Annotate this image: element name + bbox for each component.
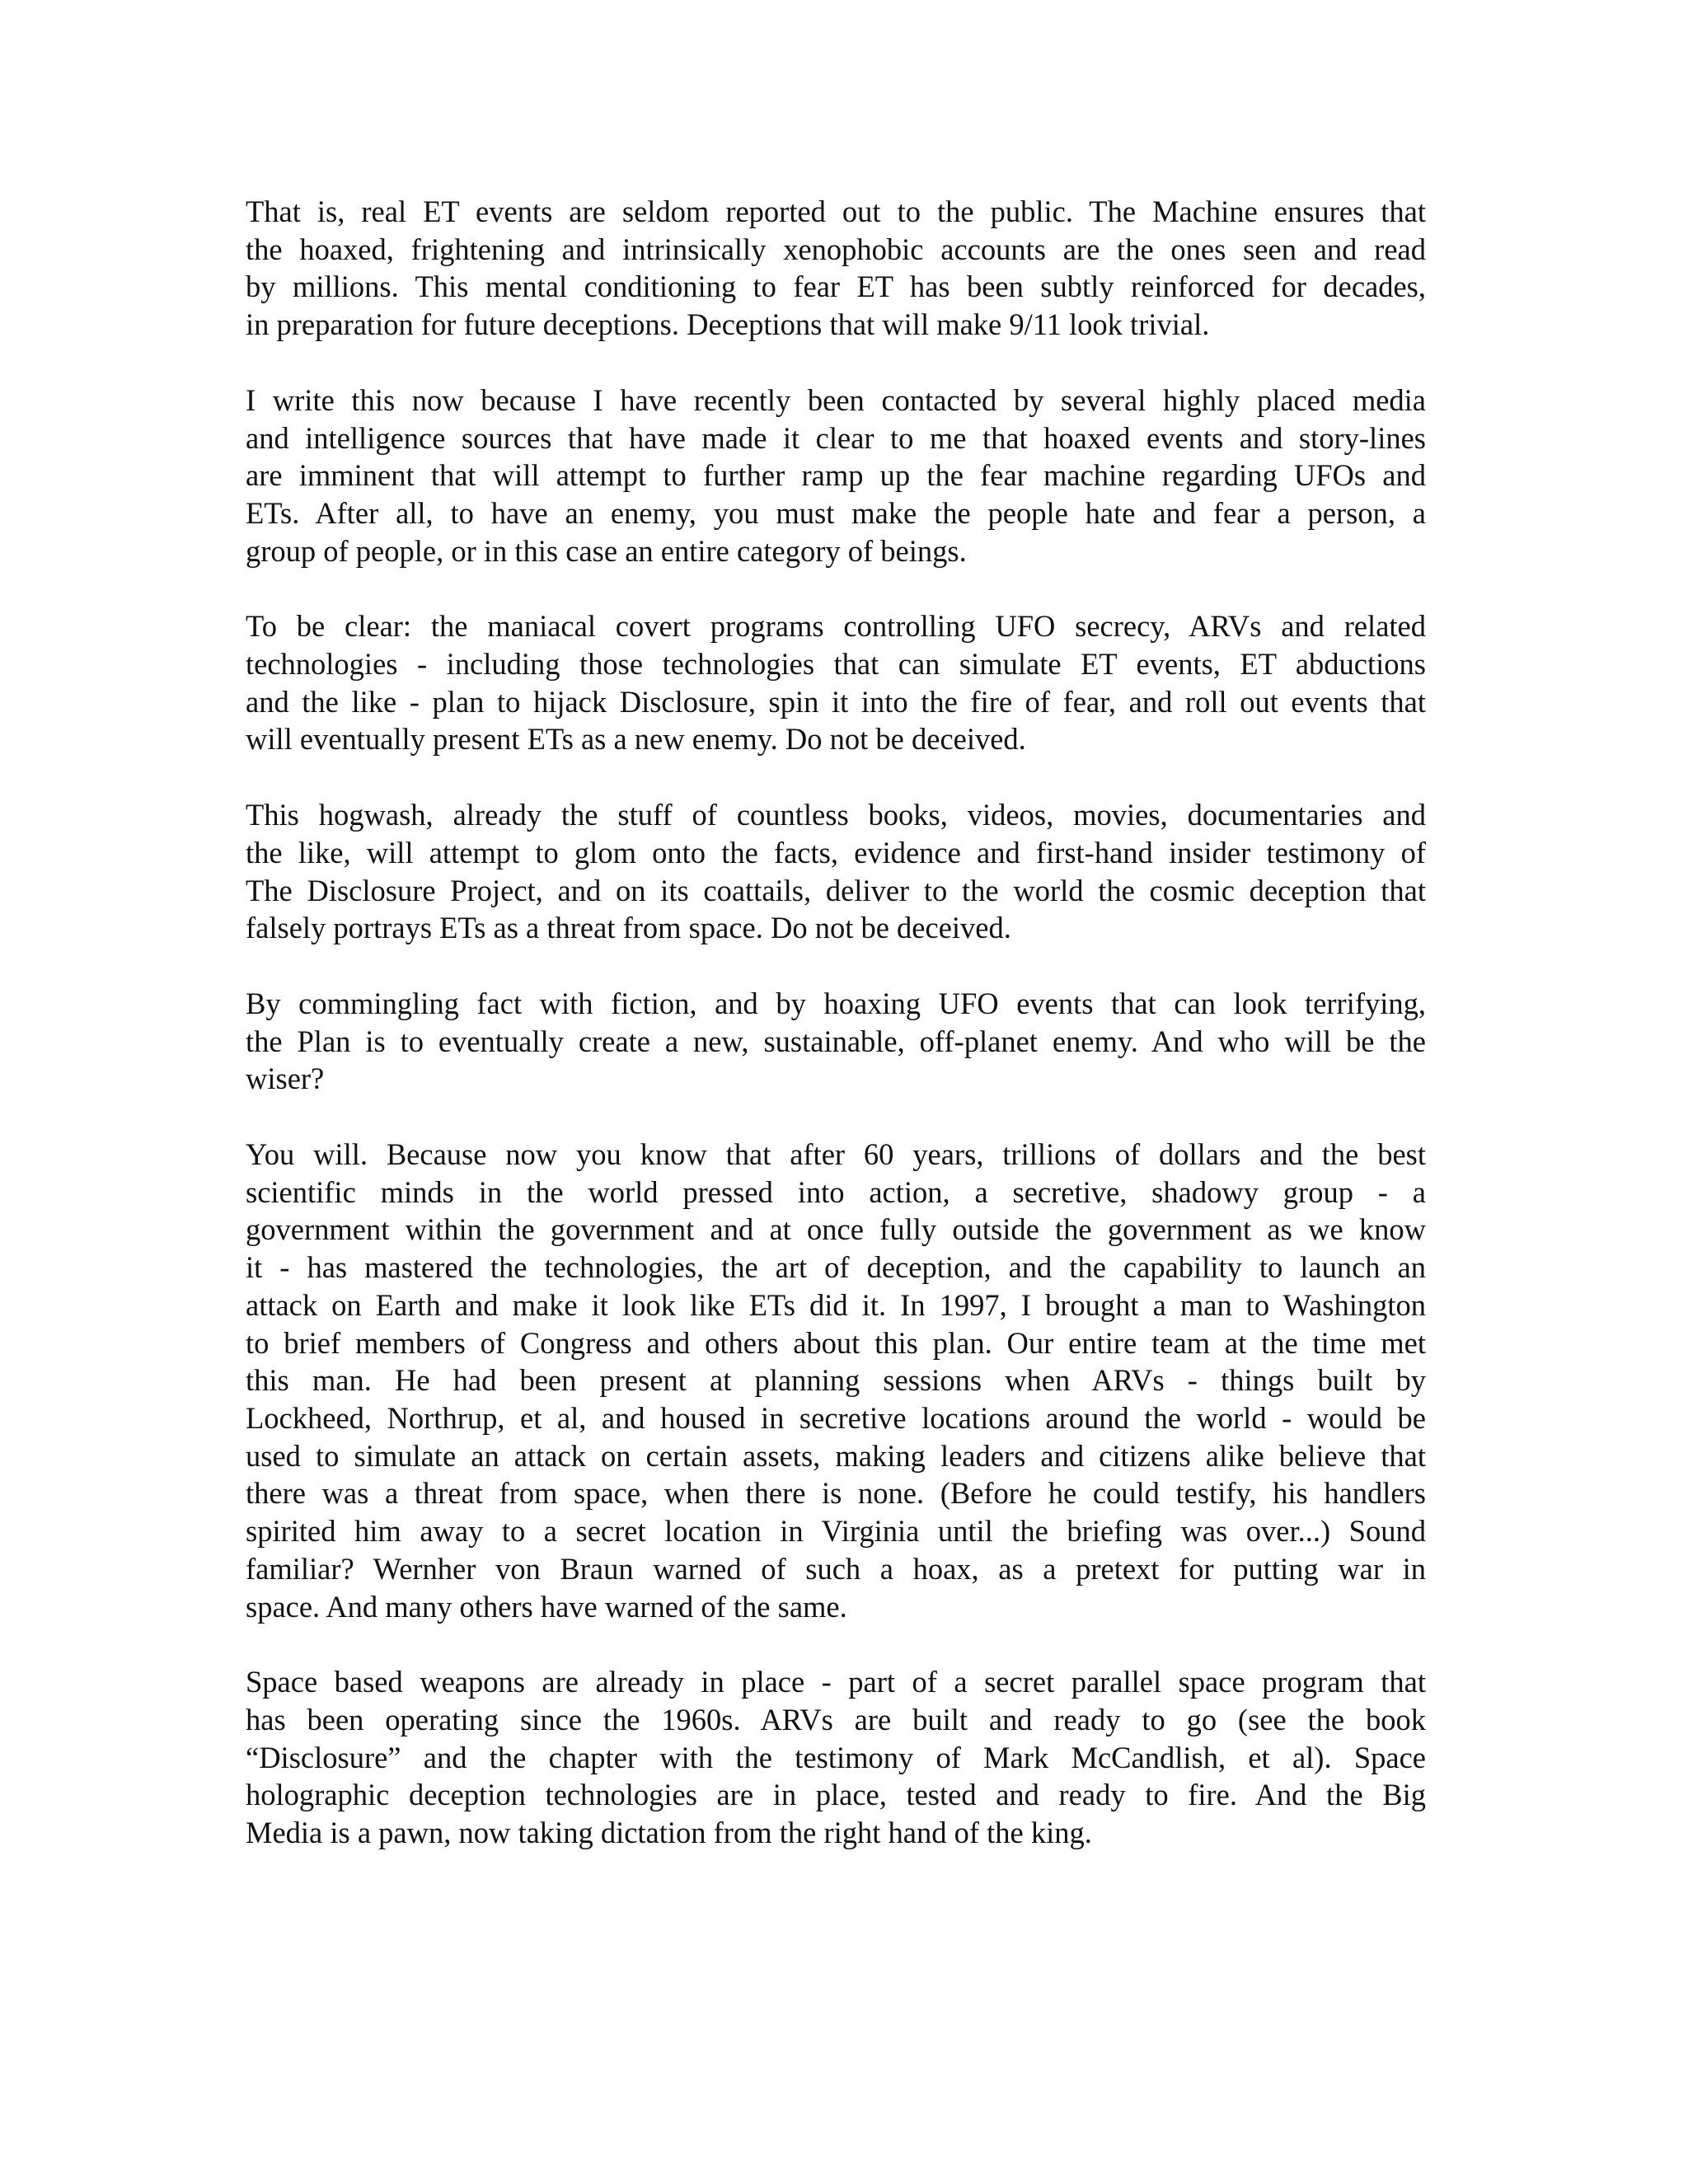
paragraph-1	[246, 193, 1426, 344]
text-line: group of people, or in this case an entire category of beings.	[246, 533, 967, 568]
text-line: it - has mastered the technologies, the art of deception, and the capability to launch an	[246, 1250, 1426, 1285]
text-line: familiar? Wernher von Braun warned of such a hoax, as a pretext for putting war in	[246, 1551, 1426, 1586]
text-line: the like, will attempt to glom onto the facts, evidence and first-hand insider testimony of	[246, 835, 1426, 869]
text-line: wiser?	[246, 1062, 325, 1096]
text-line: attack on Earth and make it look like ETs did it. In 1997, I brought a man to Washington	[246, 1287, 1426, 1322]
text-line: has been operating since the 1960s. ARVs are built and ready to go (see the book	[246, 1702, 1426, 1736]
document-body	[246, 193, 1426, 1890]
text-line: Space based weapons are already in place - part of a secret parallel space program that	[246, 1665, 1426, 1699]
text-line: The Disclosure Project, and on its coattails, deliver to the world the cosmic deception that	[246, 873, 1426, 907]
text-line: spirited him away to a secret location in Virginia until the briefing was over...) Sound	[246, 1514, 1426, 1549]
text-line: there was a threat from space, when there is none. (Before he could testify, his handlers	[246, 1476, 1426, 1511]
text-line: Lockheed, Northrup, et al, and housed in secretive locations around the world - would be	[246, 1400, 1426, 1435]
text-line: in preparation for future deceptions. Deceptions that will make 9/11 look trivial.	[246, 307, 1210, 342]
text-line: to brief members of Congress and others about this plan. Our entire team at the time met	[246, 1325, 1426, 1360]
paragraph-7	[246, 1663, 1426, 1852]
paragraph-2	[246, 382, 1426, 570]
paragraph-3	[246, 607, 1426, 758]
text-line: By commingling fact with fiction, and by hoaxing UFO events that can look terrifying,	[246, 986, 1426, 1020]
text-line: are imminent that will attempt to further ramp up the fear machine regarding UFOs and	[246, 458, 1426, 493]
text-line: the Plan is to eventually create a new, sustainable, off-planet enemy. And who will be the	[246, 1024, 1426, 1058]
text-line: space. And many others have warned of the same.	[246, 1589, 847, 1624]
text-line: That is, real ET events are seldom reported out to the public. The Machine ensures that	[246, 194, 1426, 228]
text-line: I write this now because I have recently been contacted by several highly placed media	[246, 382, 1426, 417]
text-line: “Disclosure” and the chapter with the testimony of Mark McCandlish, et al). Space	[246, 1740, 1426, 1774]
paragraph-5	[246, 985, 1426, 1098]
text-line: the hoaxed, frightening and intrinsically xenophobic accounts are the ones seen and read	[246, 232, 1426, 266]
text-line: used to simulate an attack on certain assets, making leaders and citizens alike believe that	[246, 1438, 1426, 1473]
text-line: this man. He had been present at planning sessions when ARVs - things built by	[246, 1363, 1426, 1398]
text-line: scientific minds in the world pressed into action, a secretive, shadowy group - a	[246, 1174, 1426, 1209]
text-line: holographic deception technologies are in place, tested and ready to fire. And the Big	[246, 1778, 1426, 1812]
text-line: by millions. This mental conditioning to fear ET has been subtly reinforced for decades,	[246, 269, 1426, 304]
text-line: Media is a pawn, now taking dictation from the right hand of the king.	[246, 1816, 1092, 1850]
text-line: and intelligence sources that have made it clear to me that hoaxed events and story-lines	[246, 420, 1426, 455]
text-line: and the like - plan to hijack Disclosure, spin it into the fire of fear, and roll out events that	[246, 684, 1426, 719]
paragraph-6	[246, 1136, 1426, 1625]
text-line: You will. Because now you know that after 60 years, trillions of dollars and the best	[246, 1137, 1426, 1172]
paragraph-4	[246, 796, 1426, 947]
text-line: falsely portrays ETs as a threat from space. Do not be deceived.	[246, 911, 1011, 945]
text-line: government within the government and at once fully outside the government as we know	[246, 1212, 1426, 1247]
text-line: This hogwash, already the stuff of countless books, videos, movies, documentaries and	[246, 798, 1426, 832]
text-line: will eventually present ETs as a new enemy. Do not be deceived.	[246, 722, 1026, 757]
text-line: To be clear: the maniacal covert programs controlling UFO secrecy, ARVs and related	[246, 609, 1426, 644]
text-line: ETs. After all, to have an enemy, you must make the people hate and fear a person, a	[246, 495, 1426, 530]
text-line: technologies - including those technologies that can simulate ET events, ET abductions	[246, 647, 1426, 682]
